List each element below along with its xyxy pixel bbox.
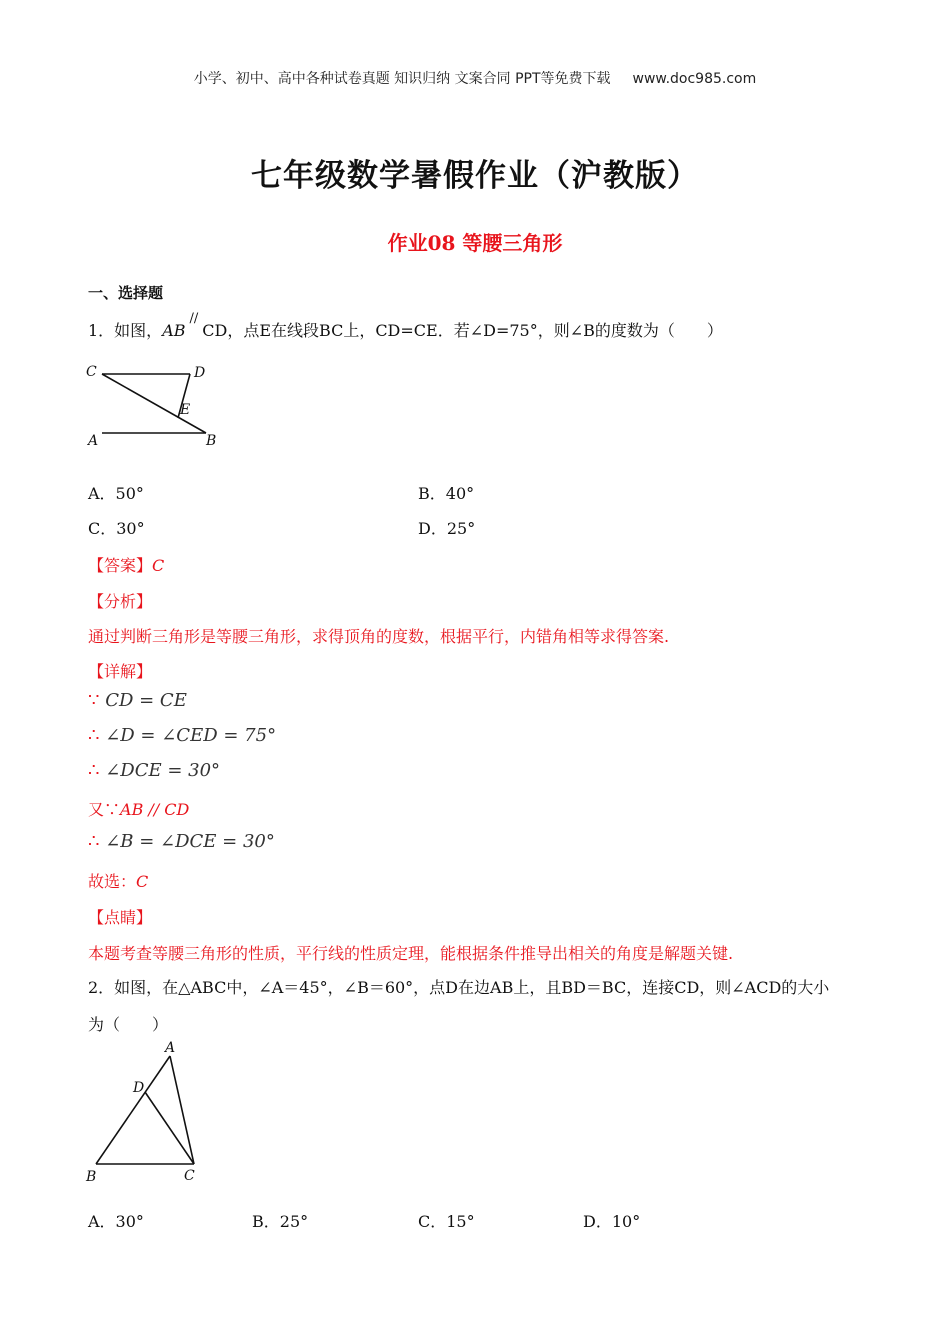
q1-option-c[interactable]: C．30° xyxy=(88,519,145,538)
q1-number: 1．如图， xyxy=(88,321,163,340)
q1-ab: AB xyxy=(162,321,186,340)
q1-answer-value: C xyxy=(152,556,165,575)
q1-line-cb xyxy=(102,374,206,433)
q2-label-b: B xyxy=(86,1169,97,1185)
q1-detail-tag: 【详解】 xyxy=(88,662,153,681)
q1-step-3-expr: ∠DCE = 30° xyxy=(105,760,221,781)
q2-option-d[interactable]: D．10° xyxy=(583,1212,641,1231)
section-heading: 一、选择题 xyxy=(88,284,164,302)
q1-step-4-expr: AB // CD xyxy=(120,800,190,819)
q1-step-2 xyxy=(88,725,276,746)
q2-label-a: A xyxy=(165,1040,176,1056)
q2-stem-line2: 为（ ） xyxy=(88,1015,169,1034)
q1-step-1-expr: CD = CE xyxy=(105,690,187,711)
q1-label-a: A xyxy=(88,433,99,449)
q1-comment-tag: 【点睛】 xyxy=(88,908,153,927)
q1-figure xyxy=(82,356,232,456)
q1-option-d[interactable]: D．25° xyxy=(418,519,476,538)
q2-option-c[interactable]: C．15° xyxy=(418,1212,475,1231)
q2-label-d: D xyxy=(133,1080,145,1096)
q2-option-b[interactable]: B．25° xyxy=(252,1212,309,1231)
q1-step-5 xyxy=(88,831,275,852)
q2-option-a[interactable]: A．30° xyxy=(88,1212,144,1231)
q1-choice-value: C xyxy=(136,872,149,891)
q1-analysis: 通过判断三角形是等腰三角形，求得顶角的度数，根据平行，内错角相等求得答案. xyxy=(88,627,670,646)
q1-step-3-sym: ∴ xyxy=(88,760,100,781)
header-site[interactable]: www.doc985.com xyxy=(632,71,757,87)
q2-label-c: C xyxy=(184,1168,195,1184)
q1-answer-tag: 【答案】 xyxy=(88,556,153,575)
q1-choice-prefix: 故选： xyxy=(88,872,137,891)
q2-figure xyxy=(80,1036,210,1186)
q1-parallel-mark: // xyxy=(189,311,199,326)
q1-step-5-expr: ∠B = ∠DCE = 30° xyxy=(105,831,275,852)
q1-label-d: D xyxy=(194,365,206,381)
page-title: 七年级数学暑假作业（沪教版） xyxy=(251,158,699,194)
q1-option-a[interactable]: A．50° xyxy=(88,484,144,503)
q1-step-2-expr: ∠D = ∠CED = 75° xyxy=(105,725,277,746)
q1-step-4 xyxy=(88,797,189,820)
q2-line-ac xyxy=(170,1056,194,1164)
q1-choice xyxy=(88,869,148,892)
header-text: 小学、初中、高中各种试卷真题 知识归纳 文案合同 PPT等免费下载 xyxy=(193,71,611,87)
q2-line-ab xyxy=(96,1056,170,1164)
q1-label-c: C xyxy=(86,364,97,380)
q1-stem xyxy=(88,311,723,341)
q1-answer xyxy=(88,553,164,576)
page-header xyxy=(0,68,950,88)
q1-step-5-sym: ∴ xyxy=(88,831,100,852)
q1-comment: 本题考查等腰三角形的性质，平行线的性质定理，能根据条件推导出相关的角度是解题关键. xyxy=(88,944,734,963)
q1-analysis-tag: 【分析】 xyxy=(88,592,153,611)
q1-label-e: E xyxy=(180,402,191,418)
q1-step-3 xyxy=(88,760,220,781)
q2-stem-line1: 2．如图，在△ABC中，∠A＝45°，∠B＝60°，点D在边AB上，且BD＝BC，连接CD，则∠ACD的大小 xyxy=(88,978,830,997)
q1-rest: CD，点E在线段BC上，CD=CE．若∠D=75°，则∠B的度数为（ ） xyxy=(202,321,723,340)
q1-step-1 xyxy=(88,690,187,711)
page-subtitle: 作业08 等腰三角形 xyxy=(387,231,563,255)
q1-label-b: B xyxy=(206,433,217,449)
q1-step-1-sym: ∵ xyxy=(88,690,100,711)
q1-option-b[interactable]: B．40° xyxy=(418,484,475,503)
q1-step-4-sym: 又∵ xyxy=(88,800,121,819)
q1-step-2-sym: ∴ xyxy=(88,725,100,746)
